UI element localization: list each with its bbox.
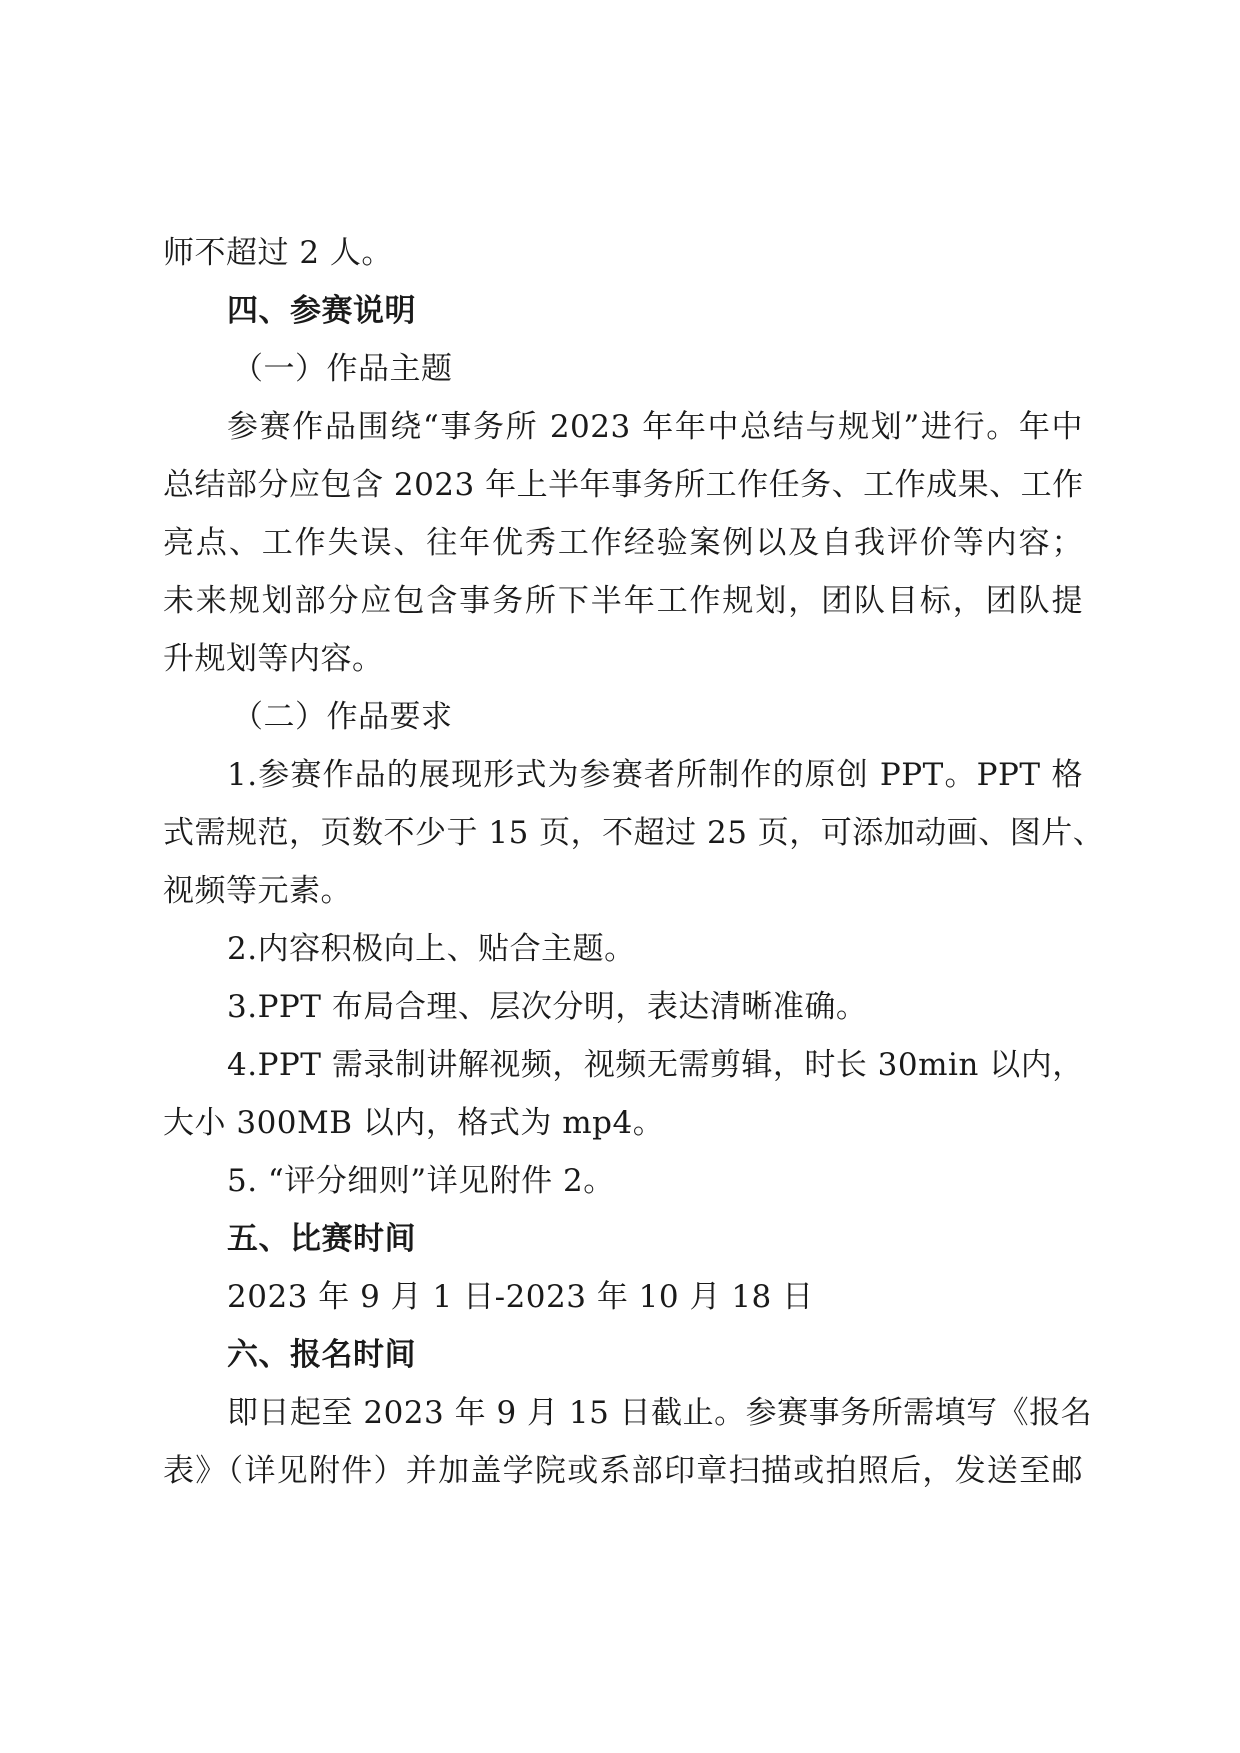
paragraph-line: 参赛作品围绕“事务所 2023 年年中总结与规划”进行。年中 — [227, 409, 1083, 445]
paragraph-line: 视频等元素。 — [163, 873, 352, 909]
paragraph-line: 式需规范，页数不少于 15 页，不超过 25 页，可添加动画、图片、 — [163, 815, 1105, 851]
section-heading-4: 四、参赛说明 — [227, 293, 416, 329]
paragraph-line: 升规划等内容。 — [163, 641, 384, 677]
subsection-heading-2: （二）作品要求 — [232, 699, 453, 735]
requirement-item-5: 5. “评分细则”详见附件 2。 — [227, 1163, 615, 1199]
paragraph-line: 即日起至 2023 年 9 月 15 日截止。参赛事务所需填写《报名 — [227, 1395, 1093, 1431]
paragraph-continuation: 师不超过 2 人。 — [163, 235, 393, 271]
section-heading-5: 五、比赛时间 — [227, 1221, 416, 1257]
requirement-item-2: 2.内容积极向上、贴合主题。 — [227, 931, 636, 967]
paragraph-line: 未来规划部分应包含事务所下半年工作规划，团队目标，团队提 — [163, 583, 1083, 619]
competition-dates: 2023 年 9 月 1 日-2023 年 10 月 18 日 — [227, 1279, 814, 1315]
requirement-item-3: 3.PPT 布局合理、层次分明，表达清晰准确。 — [227, 989, 868, 1025]
paragraph-line: 总结部分应包含 2023 年上半年事务所工作任务、工作成果、工作 — [163, 467, 1084, 503]
section-heading-6: 六、报名时间 — [227, 1337, 416, 1373]
requirement-item-4: 4.PPT 需录制讲解视频，视频无需剪辑，时长 30min 以内， — [227, 1047, 1084, 1083]
requirement-item-1: 1.参赛作品的展现形式为参赛者所制作的原创 PPT。PPT 格 — [227, 757, 1083, 793]
paragraph-line: 亮点、工作失误、往年优秀工作经验案例以及自我评价等内容； — [163, 525, 1083, 561]
paragraph-line: 大小 300MB 以内，格式为 mp4。 — [163, 1105, 665, 1141]
subsection-heading-1: （一）作品主题 — [232, 351, 453, 387]
paragraph-line: 表》（详见附件）并加盖学院或系部印章扫描或拍照后，发送至邮 — [163, 1453, 1083, 1489]
